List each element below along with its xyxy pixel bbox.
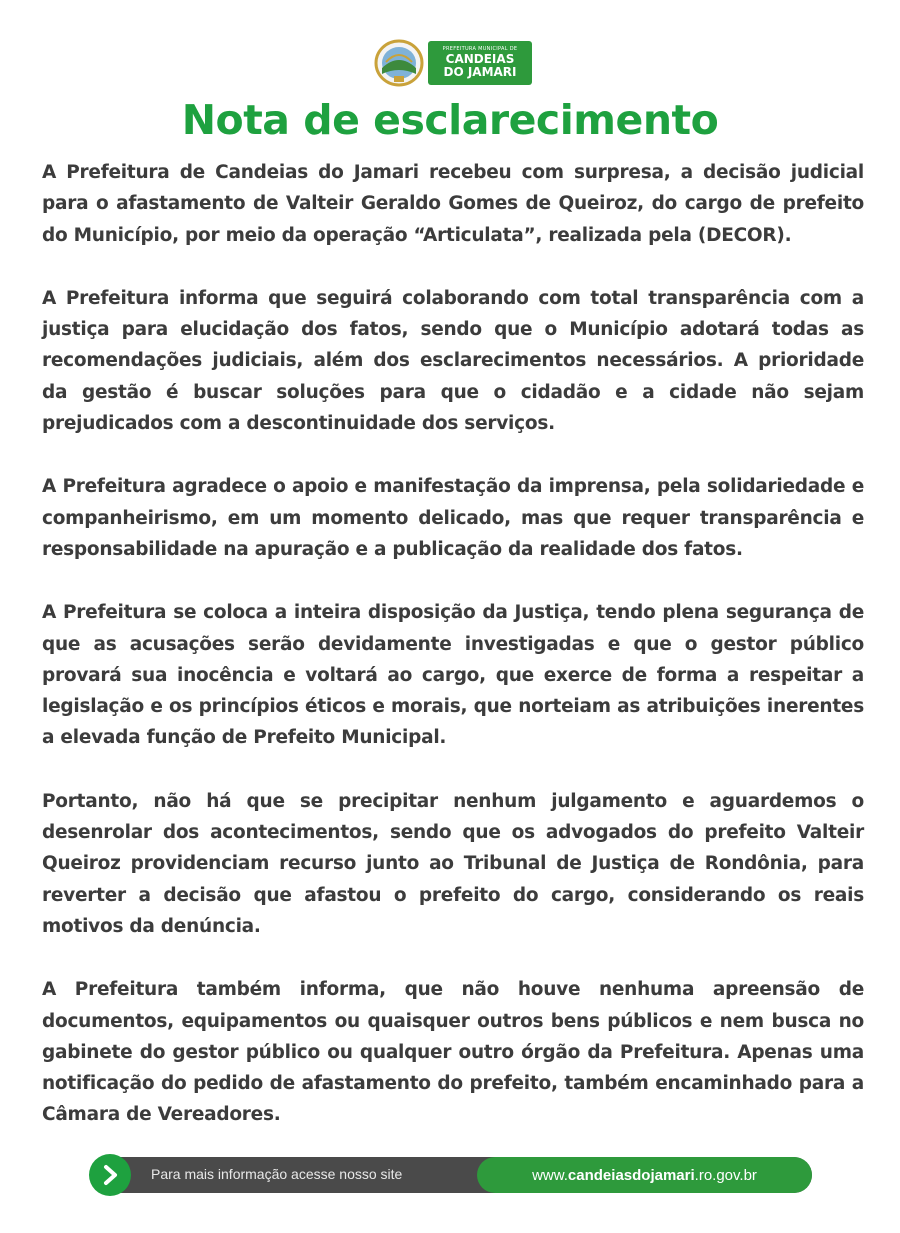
logo-line-2: CANDEIAS: [445, 52, 515, 66]
paragraph-4: A Prefeitura se coloca a inteira disposição da Justiça, tendo plena segurança de que as acusações serão devidamente investigadas e que o gestor público provará sua inocência e voltará ao cargo, que exerce de forma a respeitar a legislação e os princípios éticos e morais, que norteiam as atribuições inerentes a elevada função de Prefeito Municipal.: [42, 602, 864, 749]
logo-line-1: PREFEITURA MUNICIPAL DE: [442, 46, 518, 52]
footer-banner: [89, 1154, 812, 1196]
logo-line-3: DO JAMARI: [443, 65, 517, 79]
site-domain: candeiasdojamari: [567, 1166, 695, 1184]
chevron-right-icon: [89, 1154, 131, 1196]
page-title: Nota de esclarecimento: [181, 96, 719, 144]
paragraph-5: Portanto, não há que se precipitar nenhum julgamento e aguardemos o desenrolar dos acontecimentos, sendo que os advogados do prefeito Valteir Queiroz providenciam recurso junto ao Tribunal de Justiça de Rondônia, para reverter a decisão que afastou o prefeito do cargo, considerando os reais motivos da denúncia.: [42, 790, 864, 937]
note-body: [42, 157, 864, 1163]
paragraph-3: A Prefeitura agradece o apoio e manifestação da imprensa, pela solidariedade e companheirismo, em um momento delicado, mas que requer transparência e responsabilidade na apuração e a publicação da realidade dos fatos.: [42, 476, 864, 560]
paragraph-6: A Prefeitura também informa, que não houve nenhuma apreensão de documentos, equipamentos ou quaisquer outros bens públicos e nem busca no gabinete do gestor público ou qualquer outro órgão da Prefeitura. Apenas uma notificação do pedido de afastamento do prefeito, também encaminhado para a Câmara de Vereadores.: [42, 979, 864, 1126]
logo-wordmark: [428, 41, 532, 85]
website-link[interactable]: [477, 1157, 812, 1193]
site-prefix: www.: [532, 1166, 568, 1184]
site-suffix: .ro.gov.br: [694, 1166, 757, 1184]
footer-text: Para mais informação acesse nosso site: [151, 1166, 403, 1182]
paragraph-1: A Prefeitura de Candeias do Jamari recebeu com surpresa, a decisão judicial para o afastamento de Valteir Geraldo Gomes de Queiroz, do cargo de prefeito do Município, por meio da operação “Articulata”, realizada pela (DECOR).: [42, 162, 864, 246]
municipal-logo: [372, 38, 534, 88]
municipal-emblem-icon: [372, 38, 426, 88]
paragraph-2: A Prefeitura informa que seguirá colaborando com total transparência com a justiça para elucidação dos fatos, sendo que o Município adotará todas as recomendações judiciais, além dos esclarecimentos necessários. A prioridade da gestão é buscar soluções para que o cidadão e a cidade não sejam prejudicados com a descontinuidade dos serviços.: [42, 287, 864, 435]
